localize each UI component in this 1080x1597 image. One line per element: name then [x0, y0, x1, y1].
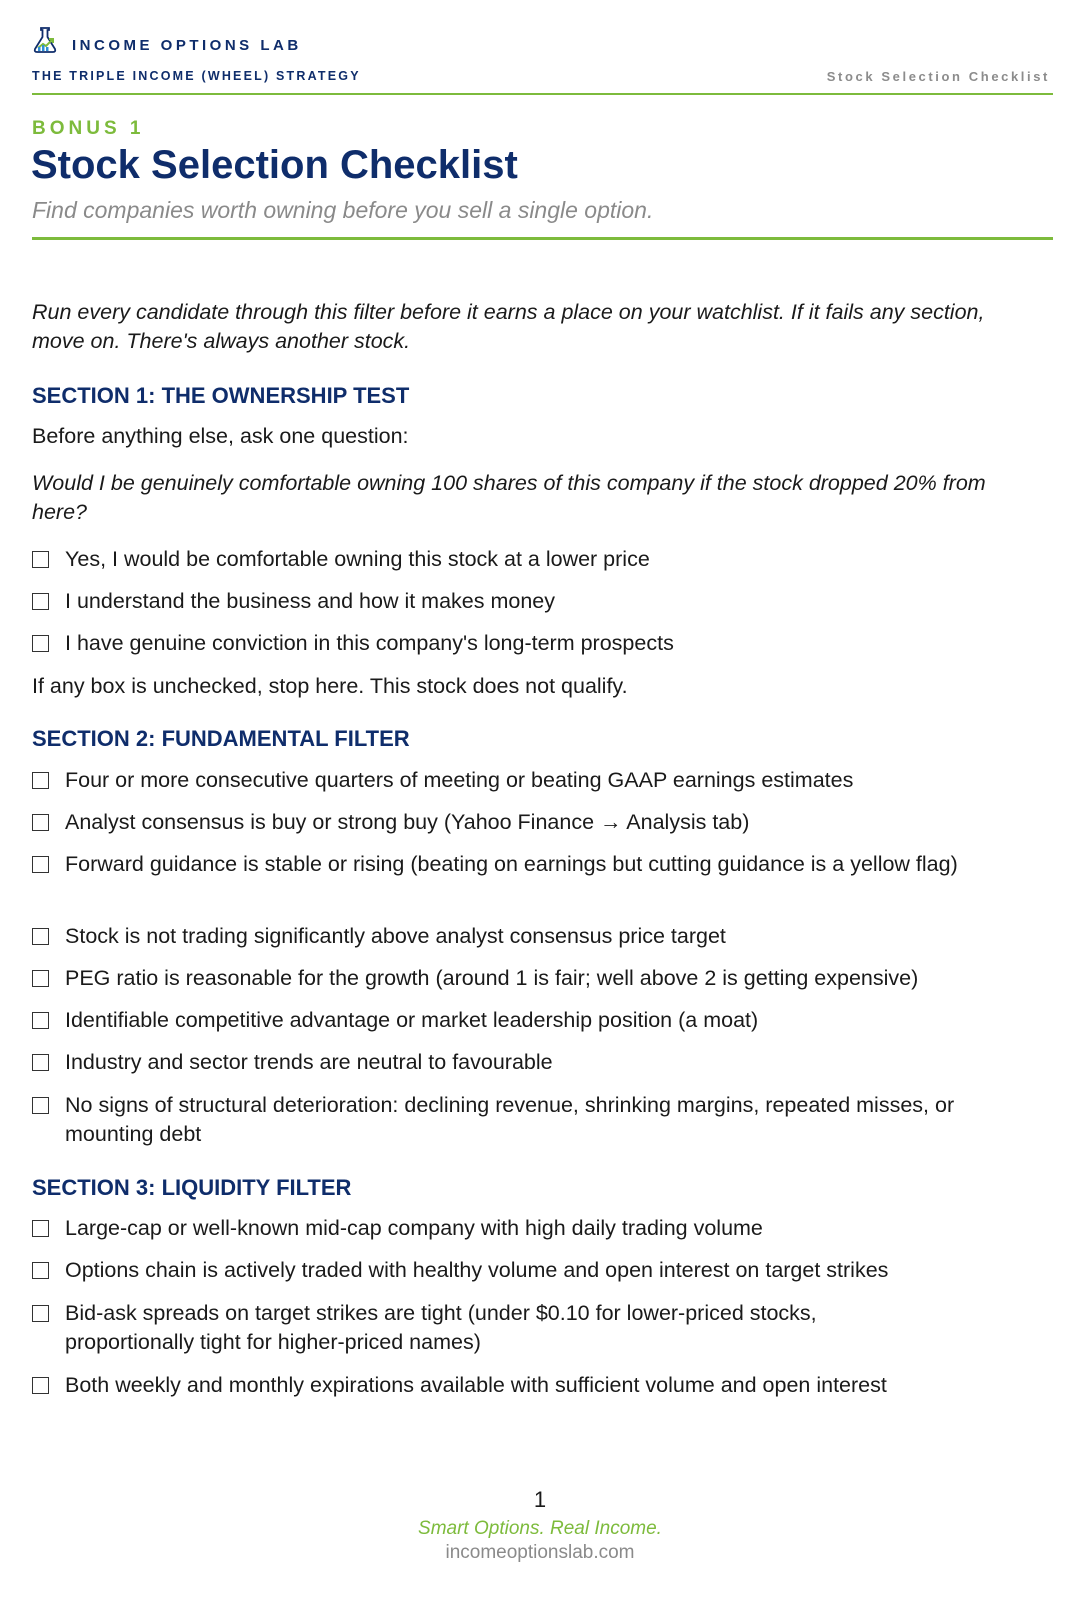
checklist-item-label: Large-cap or well-known mid-cap company with high daily trading volume [65, 1216, 763, 1240]
checklist-item-label: Analyst consensus is buy or strong buy (Yahoo Finance → Analysis tab) [65, 810, 750, 834]
checklist-item[interactable] [32, 1006, 1032, 1035]
checklist-item[interactable] [32, 1371, 1032, 1400]
checklist-item-label: Bid-ask spreads on target strikes are tight (under $0.10 for lower-priced stocks, proportionally tight for higher-priced names) [65, 1301, 817, 1354]
checklist-item-label: Industry and sector trends are neutral to favourable [65, 1050, 553, 1074]
checklist-item[interactable] [32, 808, 1032, 837]
checklist-item[interactable] [32, 1214, 1032, 1243]
checklist-item-label: Four or more consecutive quarters of meeting or beating GAAP earnings estimates [65, 768, 854, 792]
checkbox[interactable] [32, 593, 49, 610]
checklist-item-label: Yes, I would be comfortable owning this stock at a lower price [65, 547, 650, 571]
section3-heading: SECTION 3: LIQUIDITY FILTER [32, 1175, 352, 1200]
document-label: Stock Selection Checklist [826, 69, 1050, 84]
checklist-item-label: Options chain is actively traded with healthy volume and open interest on target strikes [65, 1258, 889, 1282]
checklist-item[interactable] [32, 766, 1032, 795]
checkbox[interactable] [32, 1305, 49, 1322]
section2-heading: SECTION 2: FUNDAMENTAL FILTER [32, 726, 410, 751]
checklist-item-label: I understand the business and how it makes money [65, 589, 556, 613]
checklist-item-label: Both weekly and monthly expirations available with sufficient volume and open interest [65, 1373, 887, 1397]
header-divider [32, 93, 1053, 95]
bonus-label: BONUS 1 [32, 118, 145, 139]
checkbox[interactable] [32, 551, 49, 568]
section1-lead: Before anything else, ask one question: [32, 424, 409, 448]
section1-question: Would I be genuinely comfortable owning 100 shares of this company if the stock dropped 20% from here? [32, 471, 986, 524]
checklist-item[interactable] [32, 629, 1032, 658]
page-subtitle: Find companies worth owning before you sell a single option. [32, 197, 654, 223]
checklist-item-label: No signs of structural deterioration: declining revenue, shrinking margins, repeated misses, or mounting debt [65, 1093, 955, 1146]
checklist-item[interactable] [32, 850, 1002, 879]
checkbox[interactable] [32, 1377, 49, 1394]
footer-tagline: Smart Options. Real Income. [418, 1518, 662, 1539]
checkbox[interactable] [32, 928, 49, 945]
checklist-item[interactable] [32, 1091, 1022, 1149]
footer-website[interactable]: incomeoptionslab.com [445, 1542, 635, 1563]
checklist-item-label: Forward guidance is stable or rising (beating on earnings but cutting guidance is a yellow flag) [65, 852, 958, 876]
checkbox[interactable] [32, 814, 49, 831]
checkbox[interactable] [32, 1054, 49, 1071]
section1-heading: SECTION 1: THE OWNERSHIP TEST [32, 383, 410, 408]
checklist-item[interactable] [32, 1048, 1032, 1077]
section1-note: If any box is unchecked, stop here. This stock does not qualify. [32, 674, 628, 698]
checkbox[interactable] [32, 856, 49, 873]
checklist-item[interactable] [32, 964, 1042, 993]
brand-name: INCOME OPTIONS LAB [72, 36, 302, 54]
page-title: Stock Selection Checklist [31, 143, 518, 187]
title-divider [32, 237, 1053, 240]
checkbox[interactable] [32, 772, 49, 789]
checklist-item-label: Stock is not trading significantly above analyst consensus price target [65, 924, 726, 948]
checklist-item[interactable] [32, 922, 1032, 951]
checklist-item[interactable] [32, 1256, 1032, 1285]
checkbox[interactable] [32, 1012, 49, 1029]
checklist-item-label: PEG ratio is reasonable for the growth (around 1 is fair; well above 2 is getting expensive) [65, 966, 919, 990]
flask-chart-icon [32, 26, 60, 54]
checklist-item[interactable] [32, 1299, 912, 1357]
checklist-item[interactable] [32, 545, 1032, 574]
checklist-item[interactable] [32, 587, 1032, 616]
checkbox[interactable] [32, 1262, 49, 1279]
checkbox[interactable] [32, 635, 49, 652]
checkbox[interactable] [32, 1220, 49, 1237]
checkbox[interactable] [32, 1097, 49, 1114]
intro-paragraph: Run every candidate through this filter before it earns a place on your watchlist. If it fails any section, move on. There's always another stock. [32, 300, 985, 353]
checkbox[interactable] [32, 970, 49, 987]
checklist-item-label: I have genuine conviction in this company's long-term prospects [65, 631, 674, 655]
checklist-item-label: Identifiable competitive advantage or market leadership position (a moat) [65, 1008, 759, 1032]
page-number: 1 [533, 1487, 547, 1512]
brand-row [32, 26, 302, 54]
strategy-label: THE TRIPLE INCOME (WHEEL) STRATEGY [32, 69, 361, 83]
